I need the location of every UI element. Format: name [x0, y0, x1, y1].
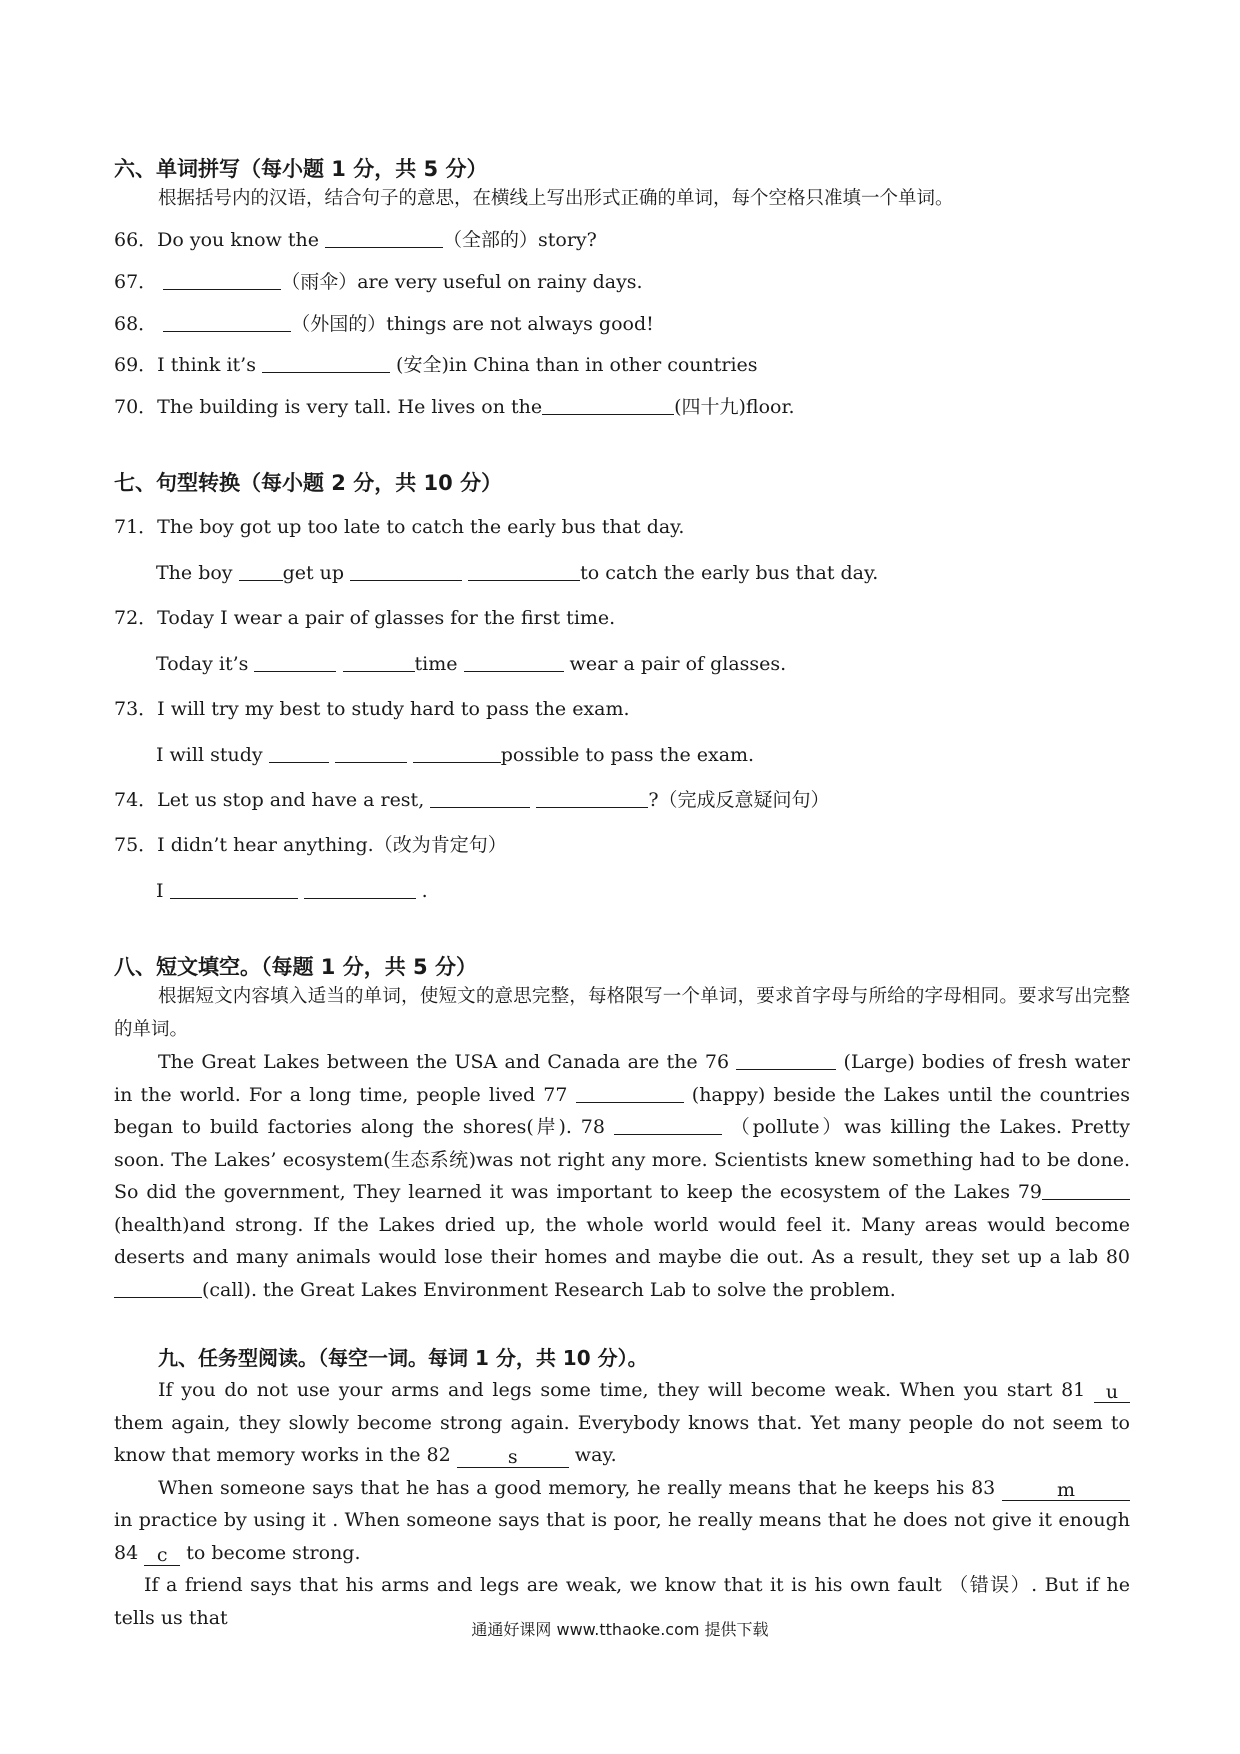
question-71-rewrite: The boy get up to catch the early bus that day.	[156, 562, 879, 584]
answer-blank[interactable]	[170, 878, 298, 899]
question-68: 68． （外国的）things are not always good!	[114, 313, 654, 335]
section-7-title: 七、句型转换（每小题 2 分，共 10 分）	[114, 471, 503, 495]
question-71: 71．The boy got up too late to catch the early bus that day.	[114, 516, 685, 538]
answer-blank[interactable]	[350, 560, 462, 581]
section-6-title: 六、单词拼写（每小题 1 分，共 5 分）	[114, 157, 488, 181]
answer-blank-76[interactable]	[736, 1049, 836, 1070]
question-72-rewrite: Today it’s time wear a pair of glasses.	[156, 653, 787, 675]
section-8-passage: The Great Lakes between the USA and Canada are the 76 (Large) bodies of fresh water in the world. For a long time, people lived 77 (happy) beside the Lakes until the countries began to build factories along the shores(岸). 78 （pollute）was killing the Lakes. Pretty soon. The Lakes’ ecosystem(生态系统)was not right any more. Scientists knew something had to be done. So did the government, They learned it was important to keep the ecosystem of the Lakes 79 (health)and strong. If the Lakes dried up, the whole world would feel it. Many areas would become deserts and many animals would lose their homes and maybe die out. As a result, they set up a lab 80 (call). the Great Lakes Environment Research Lab to solve the problem.	[114, 1051, 1131, 1301]
answer-blank[interactable]	[430, 787, 530, 808]
question-69: 69．I think it’s (安全)in China than in other countries	[114, 354, 758, 376]
question-67: 67． （雨伞）are very useful on rainy days.	[114, 271, 643, 293]
question-74: 74．Let us stop and have a rest, ?（完成反意疑问句）	[114, 789, 830, 811]
answer-blank[interactable]	[163, 269, 281, 290]
answer-blank-79[interactable]	[1042, 1179, 1130, 1200]
section-8-title: 八、短文填空。（每题 1 分，共 5 分）	[114, 955, 477, 979]
question-70: 70．The building is very tall. He lives on the (四十九)floor.	[114, 396, 795, 418]
answer-blank[interactable]	[468, 560, 580, 581]
section-8-instruction: 根据短文内容填入适当的单词，使短文的意思完整，每格限写一个单词，要求首字母与所给的字母相同。要求写出完整的单词。	[114, 986, 1130, 1040]
answer-blank-82[interactable]: s	[457, 1447, 569, 1468]
answer-blank[interactable]	[542, 394, 674, 415]
answer-blank[interactable]	[239, 560, 283, 581]
answer-blank-80[interactable]	[114, 1277, 202, 1298]
question-75-rewrite: I .	[156, 880, 428, 902]
answer-blank[interactable]	[325, 227, 443, 248]
answer-blank-83[interactable]: m	[1002, 1480, 1130, 1501]
answer-blank[interactable]	[343, 651, 415, 672]
answer-blank[interactable]	[163, 311, 291, 332]
question-75: 75．I didn’t hear anything.（改为肯定句）	[114, 834, 507, 856]
answer-blank-84[interactable]: c	[144, 1545, 180, 1566]
question-66: 66．Do you know the （全部的）story?	[114, 229, 597, 251]
question-73: 73．I will try my best to study hard to pass the exam.	[114, 698, 630, 720]
answer-blank[interactable]	[269, 742, 329, 763]
section-9-title: 九、任务型阅读。（每空一词。每词 1 分，共 10 分）。	[158, 1346, 648, 1370]
question-73-rewrite: I will study possible to pass the exam.	[156, 744, 755, 766]
answer-blank-77[interactable]	[576, 1082, 684, 1103]
answer-blank-78[interactable]	[614, 1114, 722, 1135]
answer-blank[interactable]	[536, 787, 648, 808]
question-72: 72．Today I wear a pair of glasses for the first time.	[114, 607, 616, 629]
answer-blank[interactable]	[304, 878, 416, 899]
section-6-instruction: 根据括号内的汉语，结合句子的意思，在横线上写出形式正确的单词，每个空格只准填一个单词。	[158, 188, 954, 209]
answer-blank[interactable]	[335, 742, 407, 763]
answer-blank-81[interactable]: u	[1094, 1382, 1130, 1403]
answer-blank[interactable]	[254, 651, 336, 672]
answer-blank[interactable]	[413, 742, 501, 763]
answer-blank[interactable]	[262, 352, 390, 373]
footer-text: 通通好课网 www.tthaoke.com 提供下载	[471, 1620, 769, 1639]
section-9-passage: If you do not use your arms and legs some time, they will become weak. When you start 81 u them again, they slowly become strong again. Everybody knows that. Yet many people do not seem to know that memory works in the 82 s way. When someone says that he has a good memory, he really means that he keeps his 83 m in practice by using it . When someone says that is poor, he really means that he does not give it enough 84 c to become strong. If a friend says that his arms and legs are weak, we know that it is his own fault （错误）. But if he tells us that	[114, 1379, 1130, 1629]
answer-blank[interactable]	[464, 651, 564, 672]
